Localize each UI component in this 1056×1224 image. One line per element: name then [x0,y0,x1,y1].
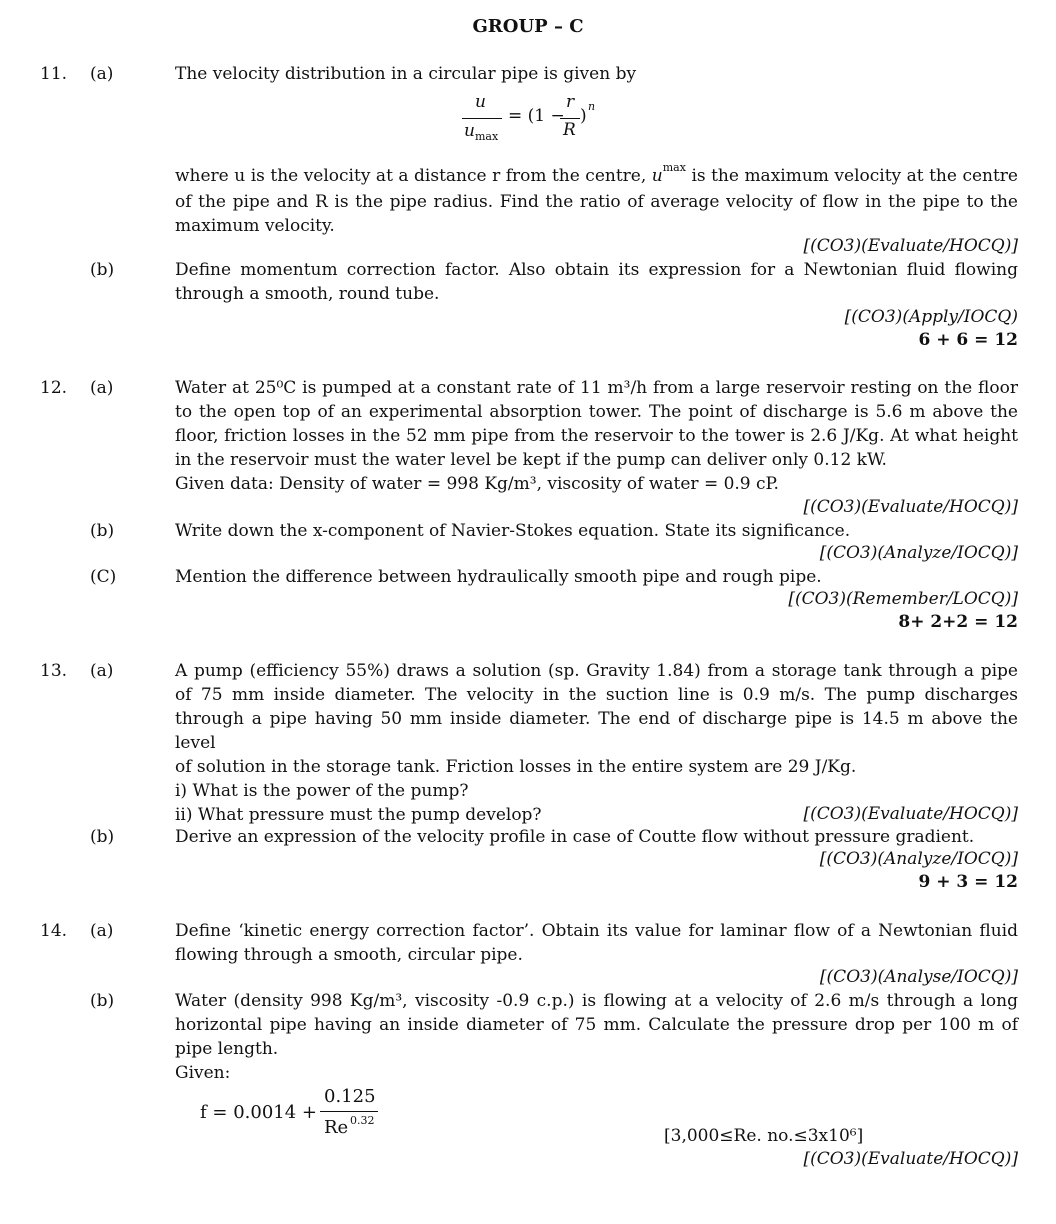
q12-a-label: (a) [90,378,114,398]
q14-a-label: (a) [90,921,114,941]
q14-b-outcome-tag: [(CO3)(Evaluate/HOCQ)] [803,1149,1018,1169]
q11-b-label: (b) [90,260,115,280]
q13-b-label: (b) [90,827,115,847]
q12-c-text: Mention the difference between hydraulically smooth pipe and rough pipe. [175,567,822,587]
fraction-bar [462,118,502,119]
question-12-number: 12. [40,378,68,398]
fraction-bar [560,118,580,119]
q12-b-text: Write down the x-component of Navier-Stokes equation. State its significance. [175,521,851,541]
q12-a-outcome-tag: [(CO3)(Evaluate/HOCQ)] [803,497,1018,517]
q11-a-outcome-tag: [(CO3)(Evaluate/HOCQ)] [803,236,1018,256]
q13-b-text: Derive an expression of the velocity profile in case of Coutte flow without pressure gradient. [175,827,975,847]
q11-a-text: The velocity distribution in a circular pipe is given by [175,64,637,84]
q14-a-outcome-tag: [(CO3)(Analyse/IOCQ)] [819,967,1018,987]
q13-a-label: (a) [90,661,114,681]
q11-b-outcome-tag: [(CO3)(Apply/IOCQ) [844,307,1018,327]
q12-c-outcome-tag: [(CO3)(Remember/LOCQ)] [788,589,1018,609]
q11-marks: 6 + 6 = 12 [918,330,1018,350]
q13-b-outcome-tag: [(CO3)(Analyze/IOCQ)] [819,849,1018,869]
q13-a-text: A pump (efficiency 55%) draws a solution (sp. Gravity 1.84) from a storage tank through a pipe of 75 mm inside diameter. The velocity in the suction line is 0.9 m/s. The pump discharges through a pipe having 50 mm inside diameter. The end of discharge pipe is 14.5 m above the level of solution in the storage tank. Friction losses in the entire system are 29 J/Kg. i) What is the power of the pump? ii) What pressure must the pump develop? [175,661,1018,825]
q11-b-text: Define momentum correction factor. Also obtain its expression for a Newtonian fluid flowing through a smooth, round tube. [175,260,1018,304]
q12-c-label: (C) [90,567,117,587]
q12-a-text: Water at 25⁰C is pumped at a constant rate of 11 m³/h from a large reservoir resting on the floor to the open top of an experimental absorption tower. The point of discharge is 5.6 m above the floor, friction losses in the 52 mm pipe from the reservoir to the tower is 2.6 J/Kg. At what height in the reservoir must the water level be kept if the pump can deliver only 0.12 kW. Given data: Density of water = 998 Kg/m³, viscosity of water = 0.9 cP. [175,378,1018,494]
q11-a-label: (a) [90,64,114,84]
q14-a-text: Define ‘kinetic energy correction factor’. Obtain its value for laminar flow of a Newtonian fluid flowing through a smooth, circular pipe. [175,921,1018,965]
q14-reynolds-range: [3,000≤Re. no.≤3x10⁶] [664,1126,864,1146]
fraction-bar [320,1111,378,1112]
q14-b-label: (b) [90,991,115,1011]
q13-a-outcome-tag: [(CO3)(Evaluate/HOCQ)] [803,804,1018,824]
q12-b-label: (b) [90,521,115,541]
q11-a-paragraph: where u is the velocity at a distance r from the centre, $u^{max}$ is the maximum velocity at the centre of the pipe and R is the pipe radius. Find the ratio of average velocity of flow in the pipe to the maximum velocity. [175,161,1018,236]
question-14-number: 14. [40,921,68,941]
q12-b-outcome-tag: [(CO3)(Analyze/IOCQ)] [819,543,1018,563]
question-11-number: 11. [40,64,68,84]
q13-marks: 9 + 3 = 12 [918,872,1018,892]
q14-b-text: Water (density 998 Kg/m³, viscosity -0.9 c.p.) is flowing at a velocity of 2.6 m/s through a long horizontal pipe having an inside diameter of 75 mm. Calculate the pressure drop per 100 m of pipe length. Given: [175,991,1018,1083]
group-title: GROUP – C [472,16,584,37]
q12-marks: 8+ 2+2 = 12 [898,612,1018,632]
question-13-number: 13. [40,661,68,681]
